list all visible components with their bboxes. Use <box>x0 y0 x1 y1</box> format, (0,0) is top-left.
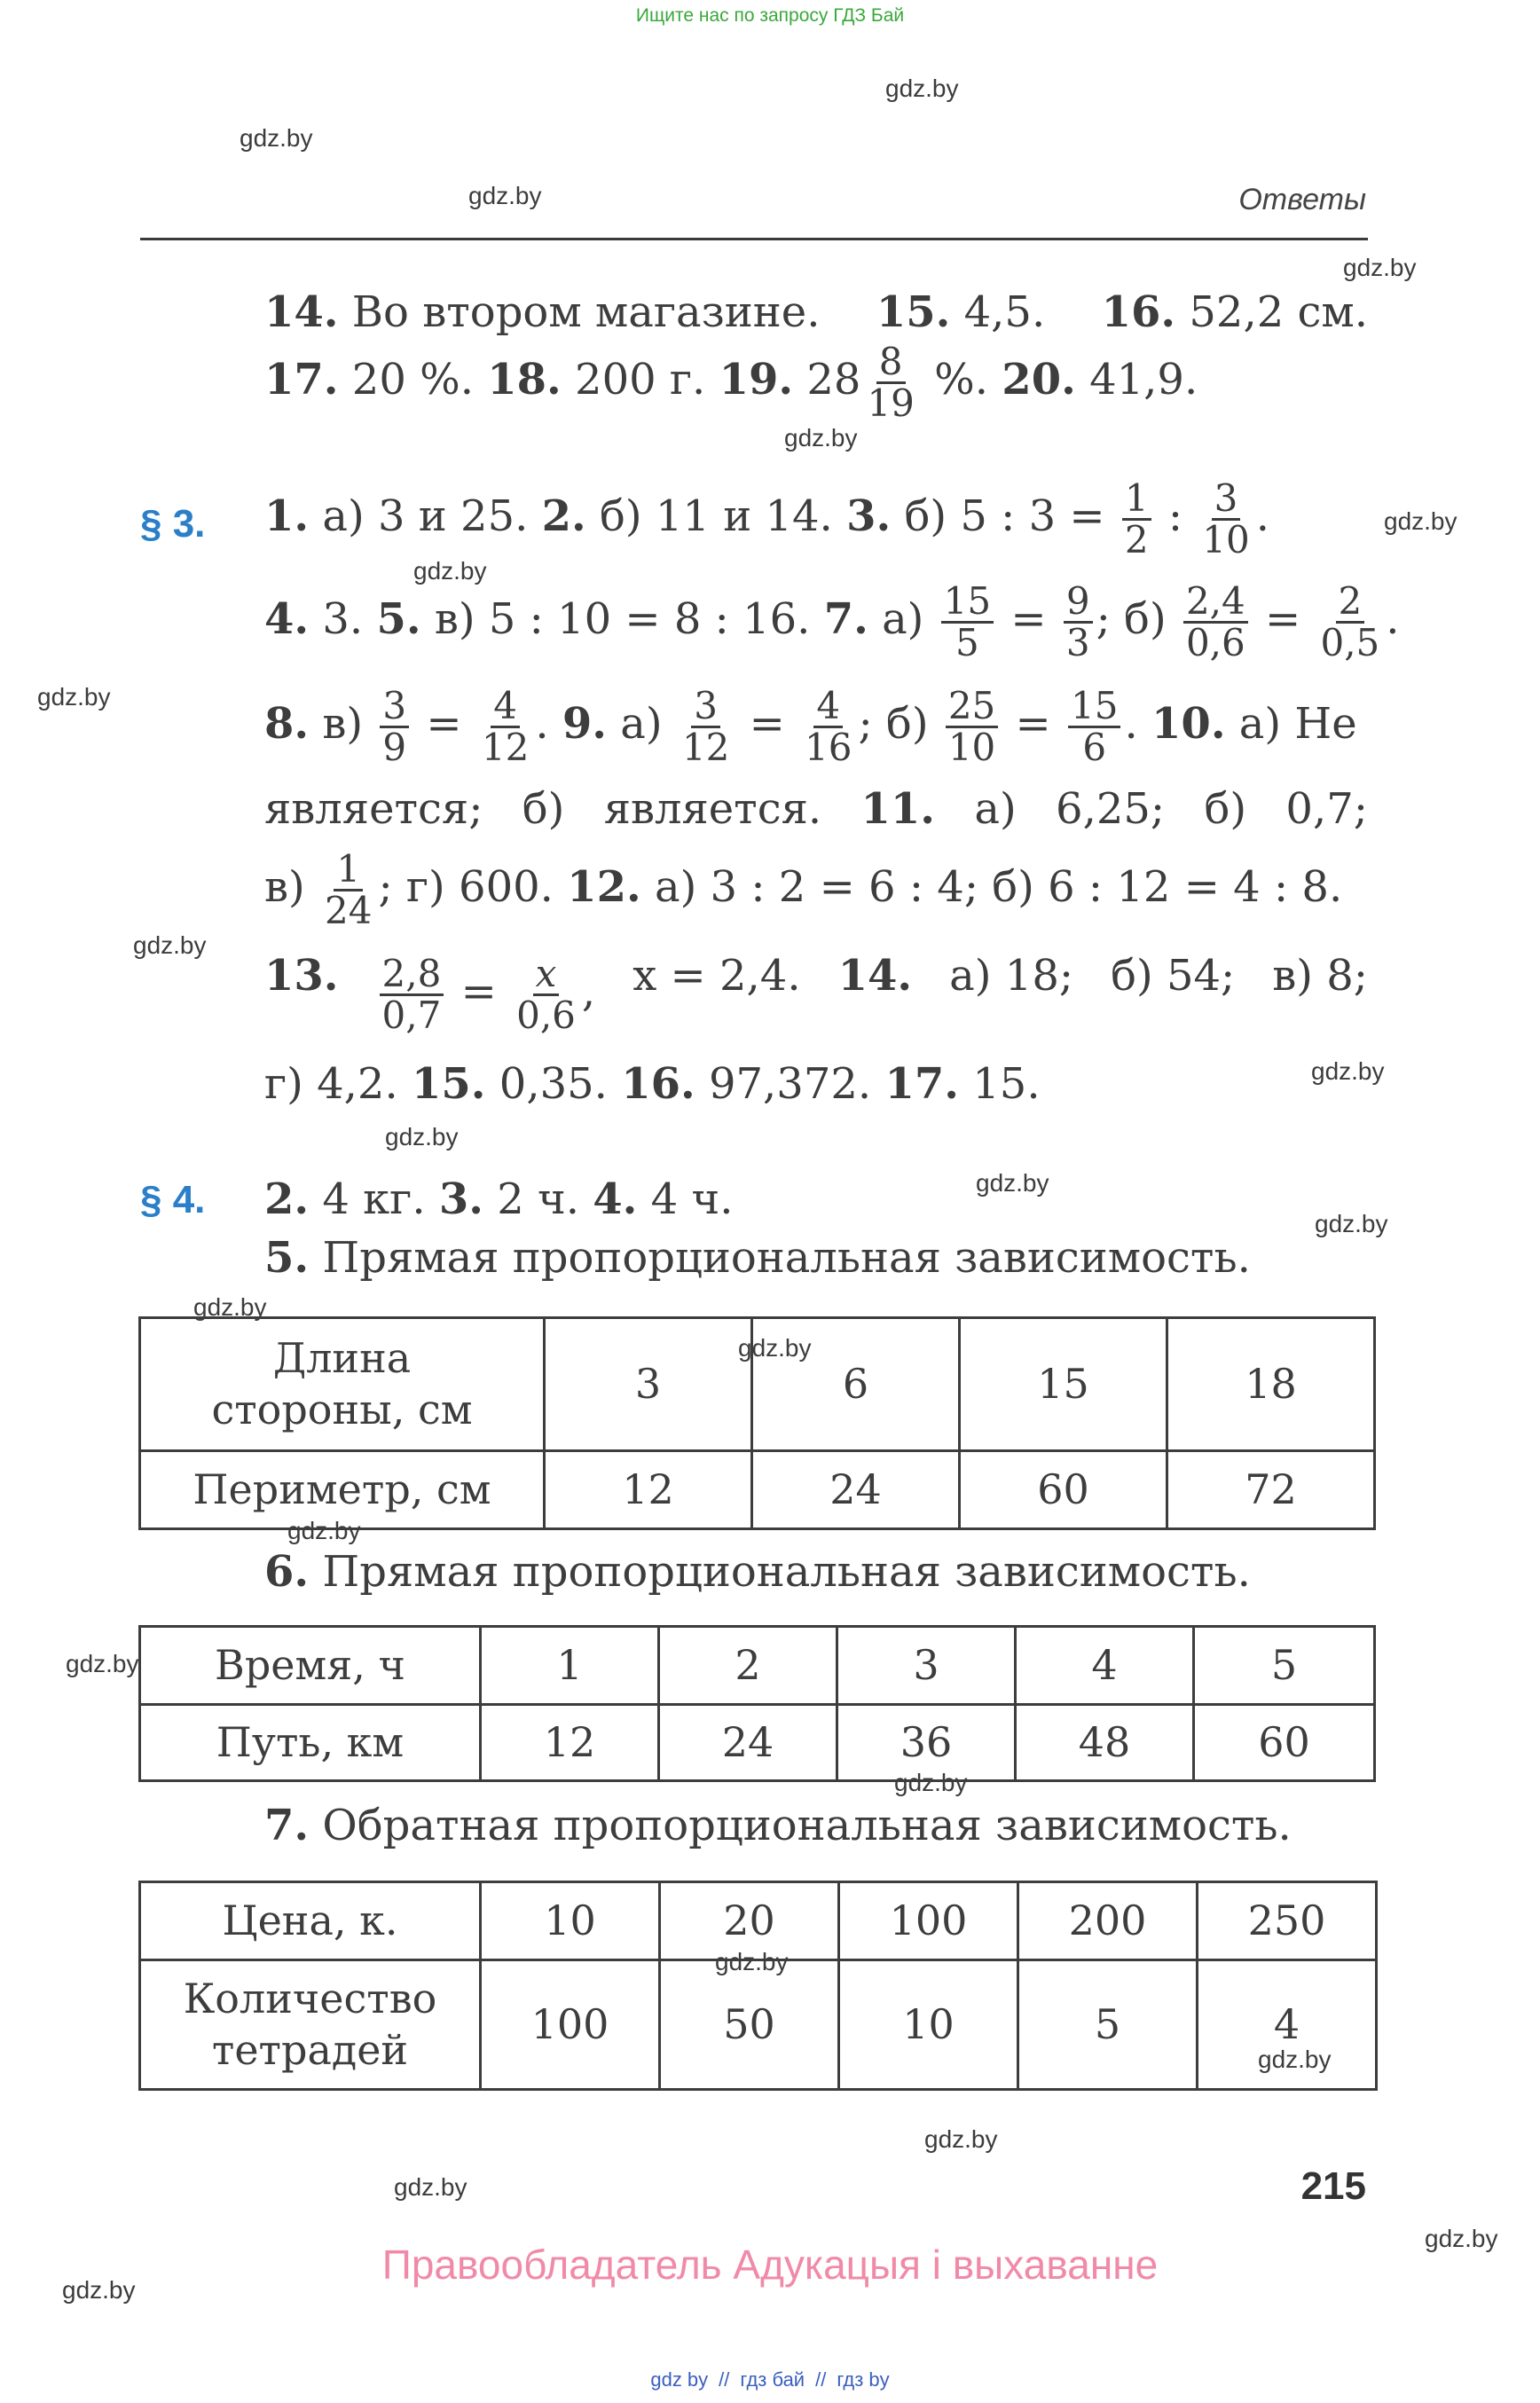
fraction: $\frac{1}{2}$ <box>1122 479 1151 560</box>
table-row <box>140 1960 1377 2090</box>
watermark: gdz.by <box>240 124 313 152</box>
watermark: gdz.by <box>385 1123 459 1150</box>
fraction: $\frac{x}{0,6}$ <box>516 952 576 1038</box>
copyright-holder: Правообладатель Адукацыя і выхаванне <box>381 2242 1159 2288</box>
page-header-title: Ответы <box>1238 183 1366 216</box>
watermark: gdz.by <box>62 2276 136 2304</box>
table-cell: 1 <box>481 1627 659 1705</box>
table-row <box>140 1705 1375 1781</box>
answer-line: 8. в) $\frac{3}{9}$ = $\frac{4}{12}$ . 9. а) $\frac{3}{12}$ = $\frac{4}{16}$ ; б) $\frac{25}{10}$ = $\frac{15}{6}$ . 10. а) Не <box>264 684 1357 770</box>
fraction: $\frac{8}{19}$ <box>867 340 915 426</box>
table-cell: 36 <box>837 1705 1016 1781</box>
fraction: $\frac{9}{3}$ <box>1064 582 1093 663</box>
bottom-links <box>0 2368 1540 2391</box>
fraction: $\frac{3}{9}$ <box>380 687 409 767</box>
fraction: $\frac{15}{5}$ <box>941 582 994 663</box>
table-cell: 100 <box>839 1882 1018 1960</box>
table-cell: Количество тетрадей <box>140 1960 481 2090</box>
table-cell: 4 <box>1198 1960 1377 2090</box>
table-cell: 24 <box>752 1451 960 1529</box>
answer-line: 17. 20 %. 18. 200 г. 19. 28 $\frac{8}{19}$ %. 20. 41,9. <box>264 340 1198 426</box>
table-cell: 2 <box>659 1627 837 1705</box>
table-cell: 72 <box>1167 1451 1375 1529</box>
answer-line: 14. Во втором магазине. 15. 4,5. 16. 52,2 см. <box>264 287 1368 337</box>
bottom-link[interactable]: гдз by <box>837 2368 890 2391</box>
table-cell: Цена, к. <box>140 1882 481 1960</box>
page-number: 215 <box>1300 2164 1366 2208</box>
answer-line: 7. Обратная пропорциональная зависимость. <box>264 1801 1292 1850</box>
watermark: gdz.by <box>1258 2046 1332 2073</box>
separator: // <box>719 2368 730 2391</box>
watermark: gdz.by <box>894 1769 968 1796</box>
watermark: gdz.by <box>1384 507 1458 535</box>
watermark: gdz.by <box>715 1948 789 1975</box>
answer-line: 13. $\frac{2,8}{0,7}$ = $\frac{x}{0,6}$ , x = 2,4. 14. а) 18; б) 54; в) 8; <box>264 951 1368 1038</box>
table-row <box>140 1318 1375 1451</box>
fraction: $\frac{4}{16}$ <box>805 684 852 770</box>
bottom-link[interactable]: gdz by <box>650 2368 709 2391</box>
fraction: $\frac{3}{12}$ <box>681 684 730 770</box>
watermark: gdz.by <box>885 75 959 102</box>
table-cell: Длина стороны, см <box>140 1318 545 1451</box>
fraction: $\frac{2}{0,5}$ <box>1320 579 1380 665</box>
table-cell: 20 <box>660 1882 839 1960</box>
table-cell: 3 <box>837 1627 1016 1705</box>
watermark: gdz.by <box>1311 1057 1385 1085</box>
bottom-link[interactable]: гдз бай <box>740 2368 805 2391</box>
table-price-quantity <box>138 1881 1378 2091</box>
table-cell: 5 <box>1194 1627 1375 1705</box>
answer-line: 6. Прямая пропорциональная зависимость. <box>264 1547 1251 1597</box>
table-cell: 6 <box>752 1318 960 1451</box>
header-rule <box>140 238 1368 240</box>
watermark: gdz.by <box>1315 1210 1388 1237</box>
table-row <box>140 1627 1375 1705</box>
watermark: gdz.by <box>1425 2225 1498 2252</box>
fraction: $\frac{3}{10}$ <box>1202 476 1250 562</box>
table-row <box>140 1451 1375 1529</box>
fraction: $\frac{4}{12}$ <box>481 684 530 770</box>
watermark: gdz.by <box>413 557 487 585</box>
table-cell: 24 <box>659 1705 837 1781</box>
answer-line: 1. а) 3 и 25. 2. б) 11 и 14. 3. б) 5 : 3 = $\frac{1}{2}$ : $\frac{3}{10}$ . <box>264 476 1269 562</box>
separator: // <box>815 2368 827 2391</box>
watermark: gdz.by <box>468 182 542 209</box>
fraction: $\frac{15}{6}$ <box>1068 687 1120 767</box>
table-cell: 12 <box>545 1451 752 1529</box>
table-cell: 250 <box>1198 1882 1377 1960</box>
table-row <box>140 1882 1377 1960</box>
table-cell: 60 <box>1194 1705 1375 1781</box>
table-cell: Время, ч <box>140 1627 481 1705</box>
table-cell: 48 <box>1016 1705 1194 1781</box>
watermark: gdz.by <box>738 1334 812 1362</box>
answer-line: в) $\frac{1}{24}$ ; г) 600. 12. а) 3 : 2 = 6 : 4; б) 6 : 12 = 4 : 8. <box>264 847 1343 933</box>
watermark: gdz.by <box>193 1293 267 1321</box>
table-cell: 3 <box>545 1318 752 1451</box>
watermark: gdz.by <box>66 1650 139 1677</box>
answer-line: является; б) является. 11. а) 6,25; б) 0,7; <box>264 784 1368 834</box>
table-cell: 10 <box>481 1882 660 1960</box>
fraction: $\frac{25}{10}$ <box>946 687 998 767</box>
section-label-4: § 4. <box>140 1178 206 1221</box>
watermark: gdz.by <box>133 931 207 959</box>
table-cell: 5 <box>1018 1960 1198 2090</box>
answer-line: 4. 3. 5. в) 5 : 10 = 8 : 16. 7. а) $\frac{15}{5}$ = $\frac{9}{3}$ ; б) $\frac{2,4}{0,6}$ = $\frac{2}{0,5}$ . <box>264 579 1400 665</box>
watermark: gdz.by <box>976 1169 1049 1197</box>
table-cell: 4 <box>1016 1627 1194 1705</box>
table-cell: 18 <box>1167 1318 1375 1451</box>
fraction: $\frac{2,4}{0,6}$ <box>1183 582 1248 663</box>
watermark: gdz.by <box>784 424 858 452</box>
top-search-hint[interactable]: Ищите нас по запросу ГДЗ Бай <box>635 5 905 26</box>
table-cell: 50 <box>660 1960 839 2090</box>
table-cell: Путь, км <box>140 1705 481 1781</box>
answer-line: 5. Прямая пропорциональная зависимость. <box>264 1233 1251 1283</box>
watermark: gdz.by <box>1343 254 1417 281</box>
answer-line: г) 4,2. 15. 0,35. 16. 97,372. 17. 15. <box>264 1059 1041 1109</box>
watermark: gdz.by <box>394 2173 468 2201</box>
watermark: gdz.by <box>924 2125 998 2153</box>
fraction: $\frac{2,8}{0,7}$ <box>380 954 444 1035</box>
table-cell: Периметр, см <box>140 1451 545 1529</box>
table-side-perimeter <box>138 1316 1376 1530</box>
table-cell: 100 <box>481 1960 660 2090</box>
fraction: $\frac{1}{24}$ <box>325 847 373 933</box>
watermark: gdz.by <box>287 1517 361 1544</box>
table-cell: 15 <box>960 1318 1167 1451</box>
table-cell: 12 <box>481 1705 659 1781</box>
table-time-distance <box>138 1625 1376 1782</box>
table-cell: 200 <box>1018 1882 1198 1960</box>
watermark: gdz.by <box>37 683 111 711</box>
table-cell: 60 <box>960 1451 1167 1529</box>
table-cell: 10 <box>839 1960 1018 2090</box>
section-label-3: § 3. <box>140 502 206 546</box>
answer-line: 2. 4 кг. 3. 2 ч. 4. 4 ч. <box>264 1174 734 1224</box>
